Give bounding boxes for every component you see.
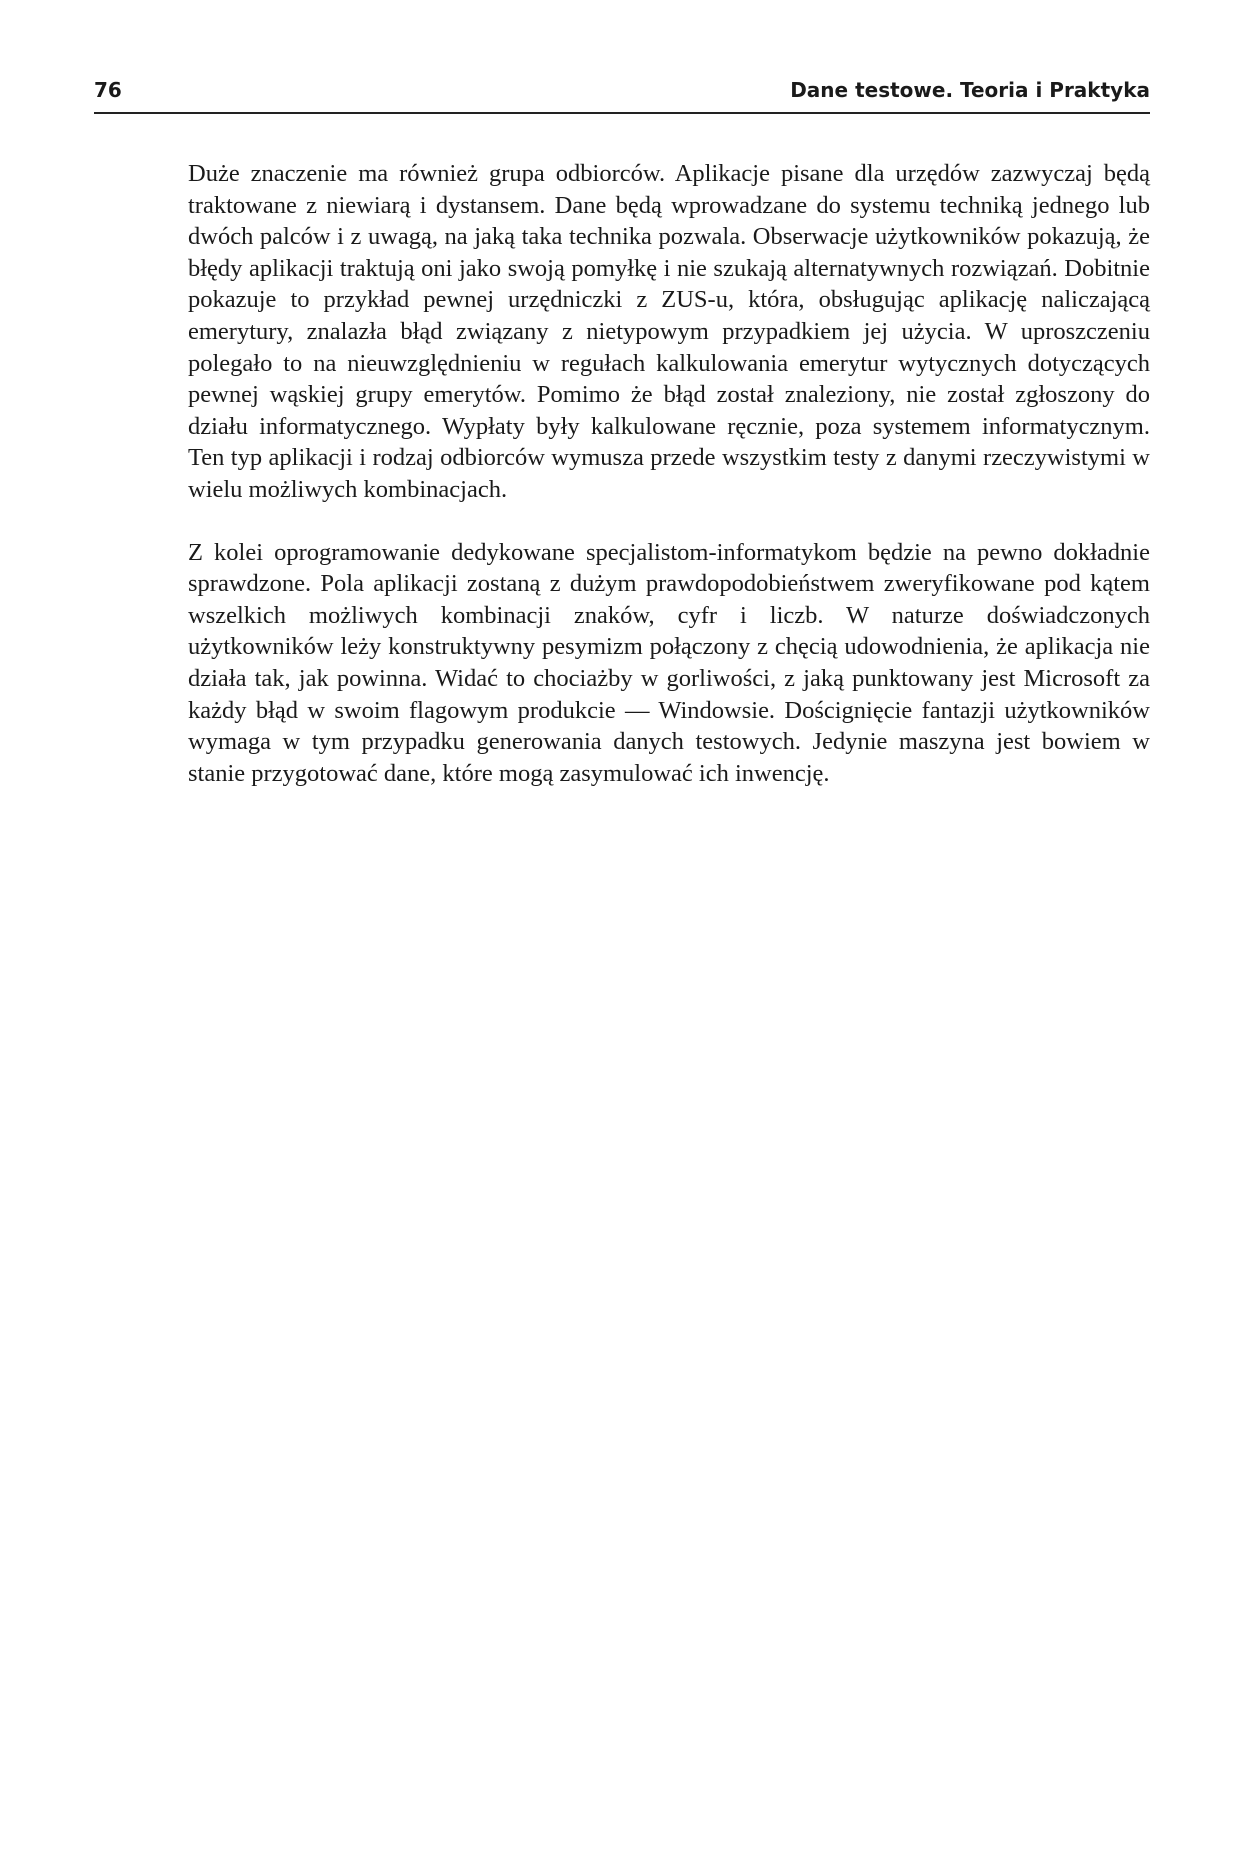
running-title: Dane testowe. Teoria i Praktyka — [790, 78, 1150, 102]
page-number: 76 — [94, 78, 122, 102]
page-header — [94, 78, 1150, 114]
body-text — [188, 158, 1150, 820]
paragraph-2: Z kolei oprogramowanie dedykowane specjalistom-informatykom będzie na pewno dokładnie sprawdzone. Pola aplikacji zostaną z dużym prawdopodobieństwem zweryfikowane pod kątem wszelkich możliwych kombinacji znaków, cyfr i liczb. W naturze doświadczonych użytkowników leży konstruktywny pesymizm połączony z chęcią udowodnienia, że aplikacja nie działa tak, jak powinna. Widać to chociażby w gorliwości, z jaką punktowany jest Microsoft za każdy błąd w swoim flagowym produkcie — Windowsie. Doścignięcie fantazji użytkowników wymaga w tym przypadku generowania danych testowych. Jedynie maszyna jest bowiem w stanie przygotować dane, które mogą zasymulować ich inwencję. — [188, 538, 1150, 787]
paragraph-1: Duże znaczenie ma również grupa odbiorców. Aplikacje pisane dla urzędów zazwyczaj będą traktowane z niewiarą i dystansem. Dane będą wprowadzane do systemu techniką jednego lub dwóch palców i z uwagą, na jaką taka technika pozwala. Obserwacje użytkowników pokazują, że błędy aplikacji traktują oni jako swoją pomyłkę i nie szukają alternatywnych rozwiązań. Dobitnie pokazuje to przykład pewnej urzędniczki z ZUS-u, która, obsługując aplikację naliczającą emerytury, znalazła błąd związany z nietypowym przypadkiem jej użycia. W uproszczeniu polegało to na nieuwzględnieniu w regułach kalkulowania emerytur wytycznych dotyczących pewnej wąskiej grupy emerytów. Pomimo że błąd został znaleziony, nie został zgłoszony do działu informatycznego. Wypłaty były kalkulowane ręcznie, poza systemem informatycznym. Ten typ aplikacji i rodzaj odbiorców wymusza przede wszystkim testy z danymi rzeczywistymi w wielu możliwych kombinacjach. — [188, 160, 1150, 503]
